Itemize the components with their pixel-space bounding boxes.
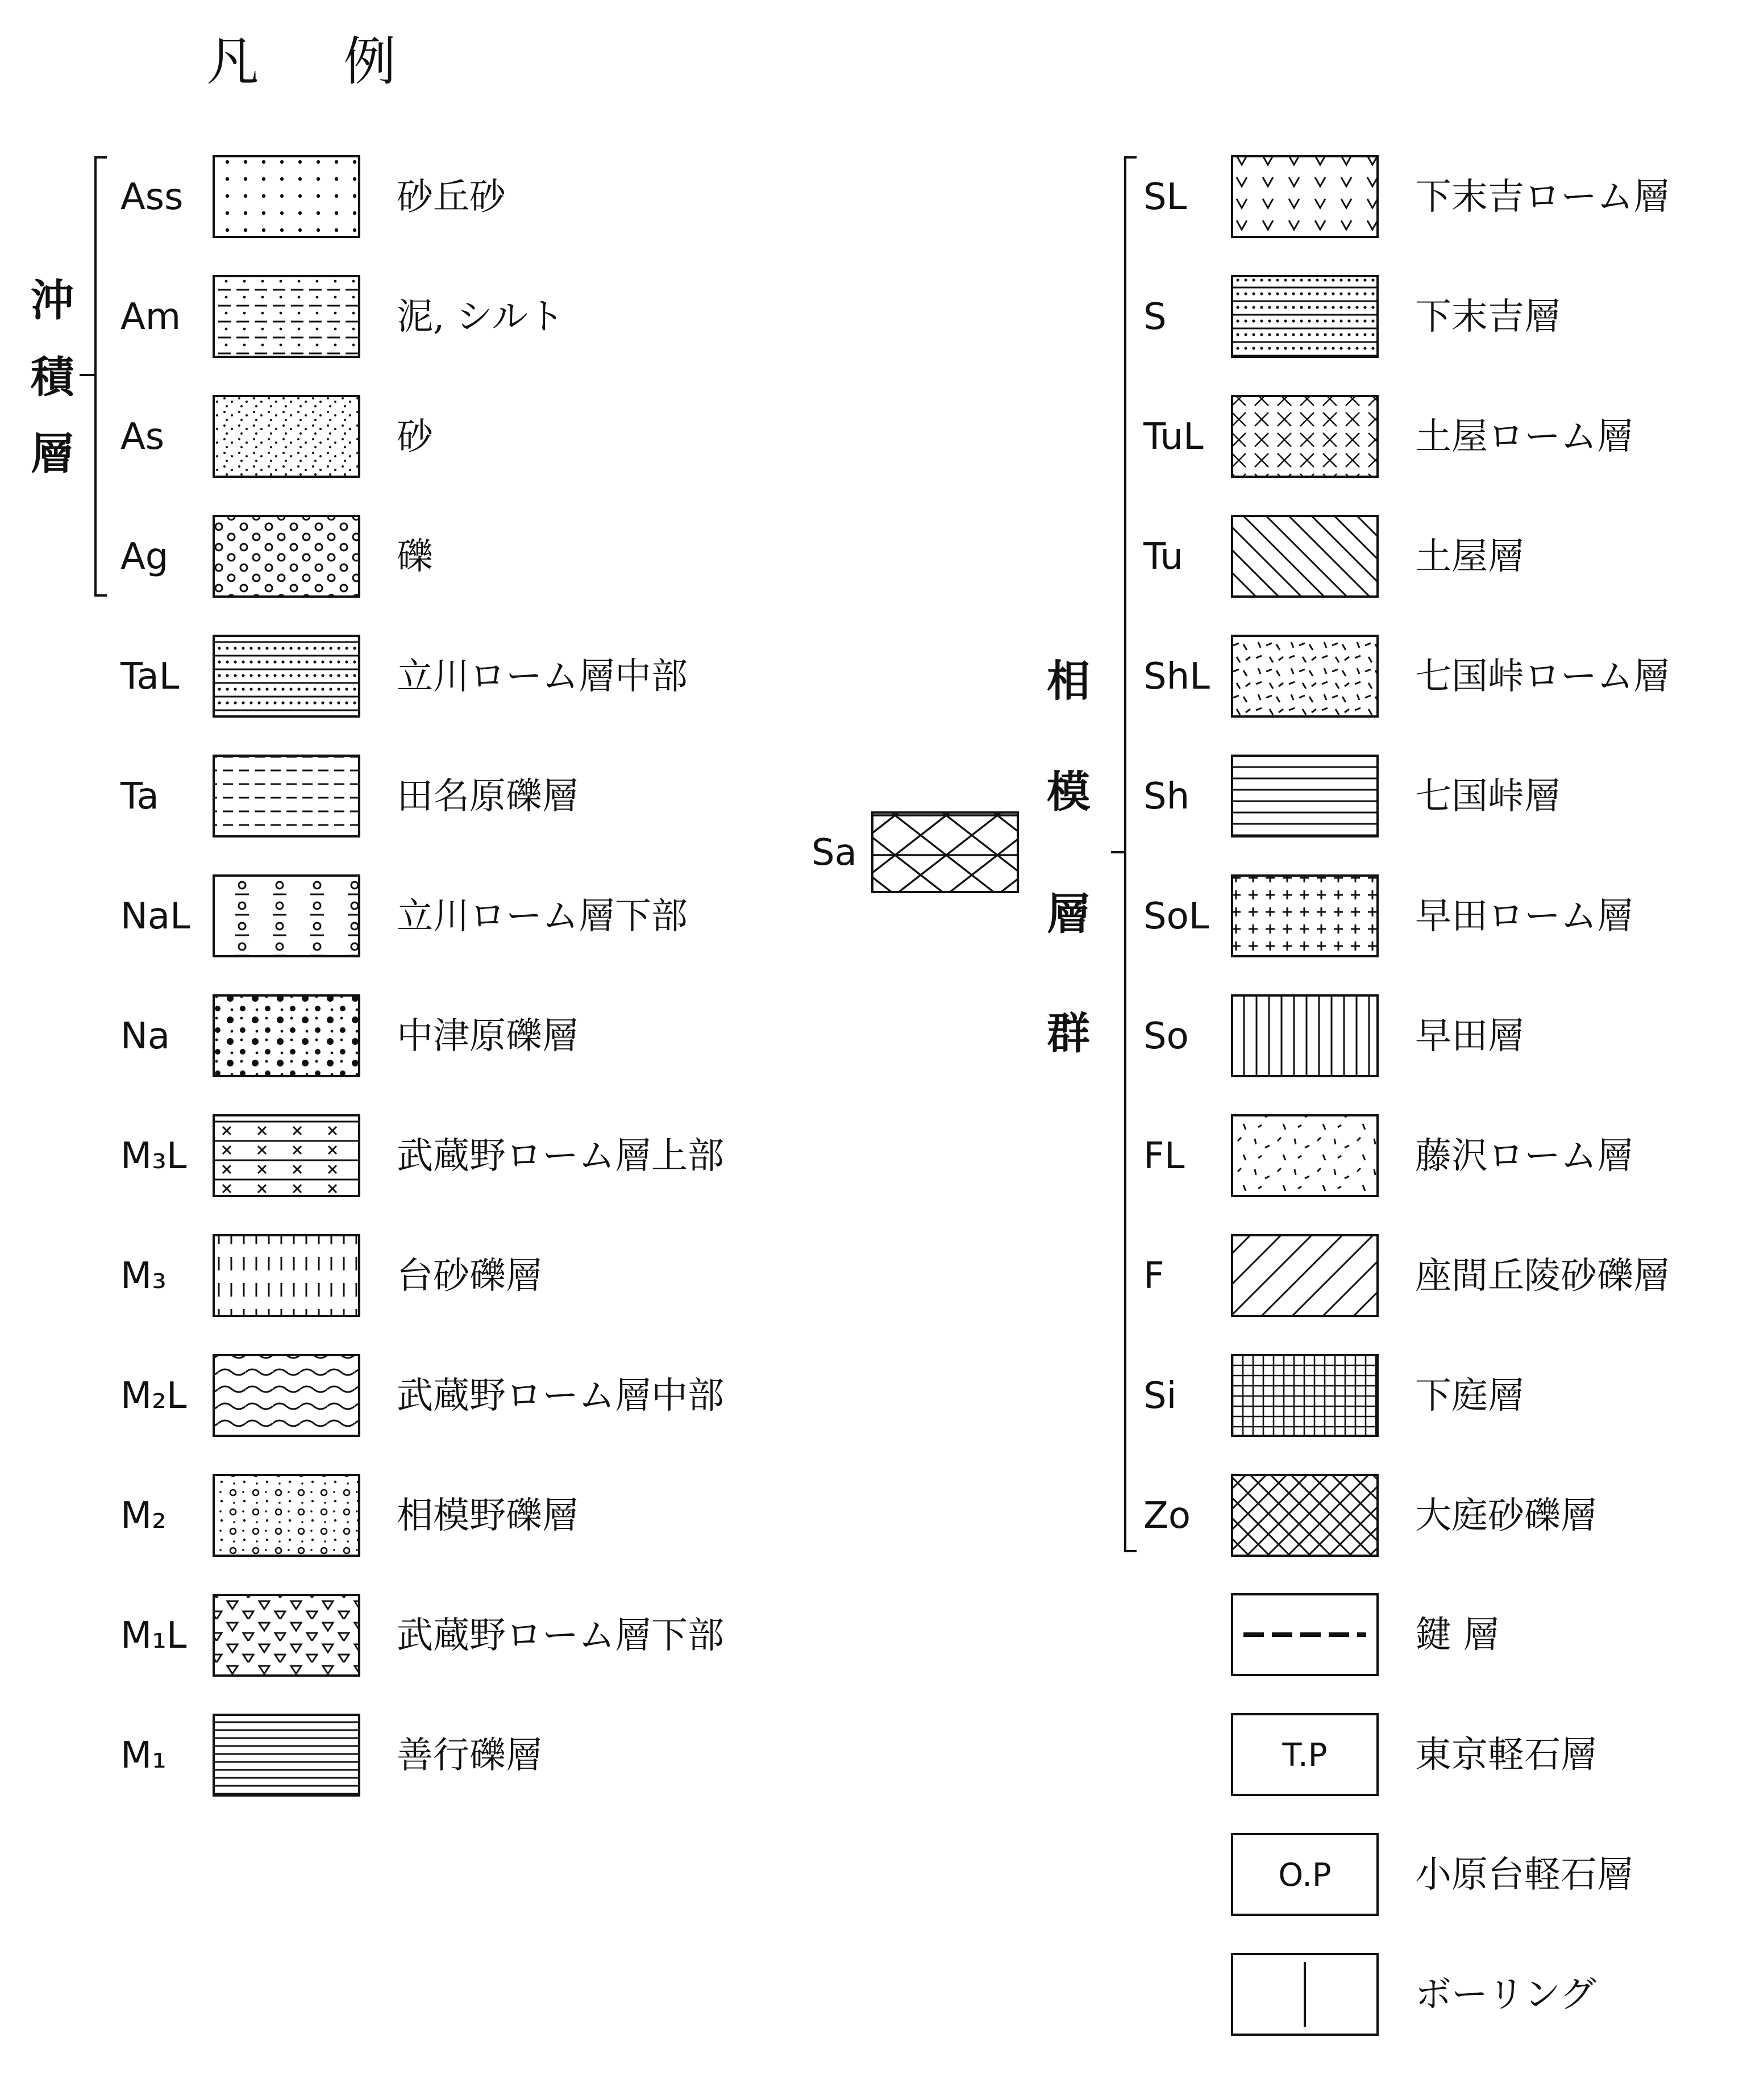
legend-item: [1232, 1714, 1597, 1795]
legend-name: 台砂礫層: [397, 1255, 542, 1297]
legend-item: [1232, 1954, 1596, 2035]
legend-name: 東京軽石層: [1415, 1734, 1597, 1776]
right-legend-column: [1143, 156, 1670, 1556]
legend-item: [120, 995, 579, 1076]
legend-item: [1232, 1594, 1499, 1675]
legend-swatch: [1232, 1714, 1378, 1795]
legend-item: [1143, 1235, 1670, 1316]
legend-name: 下末吉層: [1415, 296, 1561, 338]
legend-item: [120, 756, 579, 836]
legend-item: [1143, 1355, 1524, 1436]
legend-code: Tu: [1143, 536, 1183, 578]
legend-item: [812, 813, 1018, 892]
legend-swatch: [1232, 636, 1378, 716]
legend-name: 立川ローム層下部: [397, 895, 688, 938]
sagami-label-4: 群: [1047, 1008, 1090, 1059]
legend-item: [1232, 1834, 1633, 1915]
legend-code: S: [1143, 296, 1167, 338]
legend-swatch: [214, 1475, 359, 1556]
legend-name: 砂: [397, 416, 433, 458]
legend-swatch: [214, 995, 359, 1076]
legend-name: 立川ローム層中部: [397, 656, 688, 698]
legend-swatch: [214, 516, 359, 597]
legend-code: M₂: [120, 1495, 167, 1537]
legend-swatch: [1232, 1954, 1378, 2035]
legend-code: So: [1143, 1015, 1189, 1057]
legend-name: 礫: [397, 536, 433, 578]
legend-code: TuL: [1143, 416, 1204, 458]
legend-item: [120, 636, 688, 716]
legend-swatch: [1232, 396, 1378, 477]
legend-name: 相模野礫層: [397, 1495, 579, 1537]
legend-code: Ag: [120, 536, 169, 578]
legend-item: [1143, 396, 1633, 477]
swatch-label: O.P: [1278, 1857, 1332, 1894]
legend-code: As: [120, 416, 165, 458]
legend-code: SoL: [1143, 895, 1209, 938]
legend-name: 泥, シルト: [397, 296, 565, 338]
legend-name: 田名原礫層: [397, 776, 579, 818]
legend-swatch: [1232, 1355, 1378, 1436]
legend-name: 下庭層: [1415, 1375, 1524, 1417]
legend-code: Am: [120, 296, 181, 338]
legend-code: M₁: [120, 1735, 167, 1777]
legend-code: FL: [1143, 1135, 1185, 1177]
legend-name: 土屋ローム層: [1415, 416, 1633, 458]
legend-swatch: [214, 396, 359, 477]
legend-code: Ta: [120, 776, 159, 818]
legend-swatch: [214, 1355, 359, 1436]
legend-item: [120, 1355, 724, 1436]
alluvium-label-3: 層: [31, 428, 74, 479]
legend-item: [1143, 1115, 1633, 1196]
legend-code: ShL: [1143, 656, 1210, 698]
legend-name: 早田層: [1415, 1015, 1524, 1057]
legend-swatch: [214, 276, 359, 357]
legend-swatch: [1232, 1834, 1378, 1915]
legend-code: M₃: [120, 1255, 167, 1297]
left-legend-column: [120, 156, 724, 1795]
legend-item: [120, 276, 564, 357]
legend-name: 座間丘陵砂礫層: [1415, 1255, 1670, 1297]
legend-name: 七国峠ローム層: [1415, 656, 1670, 698]
legend-title: 凡 例: [206, 31, 430, 92]
legend-code: TaL: [120, 656, 180, 698]
sagami-bracket: [1111, 157, 1137, 1551]
legend-item: [1143, 636, 1670, 716]
legend-swatch: [872, 813, 1018, 892]
legend-item: [1143, 156, 1670, 237]
legend-item: [1143, 276, 1561, 357]
legend-swatch: [1232, 276, 1378, 357]
sagami-label-2: 模: [1047, 766, 1090, 817]
legend-code: Sh: [1143, 776, 1190, 818]
legend-item: [120, 1115, 724, 1196]
legend-item: [120, 516, 433, 597]
legend-name: 早田ローム層: [1415, 895, 1633, 938]
legend-swatch: [1232, 1475, 1378, 1556]
legend-name: 武蔵野ローム層上部: [397, 1135, 724, 1177]
legend-swatch: [214, 1235, 359, 1316]
legend-swatch: [214, 1595, 359, 1676]
legend-item: [1143, 756, 1561, 836]
legend-name: 小原台軽石層: [1415, 1854, 1633, 1896]
legend-name: 善行礫層: [397, 1735, 542, 1777]
alluvium-label-2: 積: [31, 352, 74, 402]
legend-item: [120, 396, 434, 477]
legend-name: 七国峠層: [1415, 776, 1561, 818]
legend-item: [1143, 876, 1633, 956]
sagami-label-3: 層: [1047, 889, 1090, 939]
legend-item: [120, 1235, 542, 1316]
legend-name: 大庭砂礫層: [1415, 1495, 1597, 1537]
legend-name: 藤沢ローム層: [1415, 1135, 1633, 1177]
legend-code: Sa: [812, 832, 857, 874]
legend-item: [1143, 995, 1524, 1076]
legend-code: Zo: [1143, 1495, 1191, 1537]
legend-code: Na: [120, 1015, 170, 1057]
legend-item: [120, 876, 688, 956]
legend-code: F: [1143, 1255, 1164, 1297]
legend-item: [1143, 1475, 1597, 1556]
legend-item: [120, 1595, 724, 1676]
legend-name: ボーリング: [1415, 1974, 1596, 2016]
legend-item: [1143, 516, 1524, 597]
legend-swatch: [1232, 995, 1378, 1076]
legend-swatch: [214, 636, 359, 716]
legend-name: 中津原礫層: [397, 1015, 579, 1057]
legend-swatch: [1232, 156, 1378, 237]
legend-item: [120, 1715, 542, 1795]
legend-swatch: [1232, 876, 1378, 956]
legend-item: [120, 1475, 579, 1556]
legend-item: [120, 156, 507, 237]
legend-name: 鍵 層: [1415, 1614, 1500, 1656]
symbol-legend-column: [1232, 1594, 1633, 2035]
legend-code: M₃L: [120, 1135, 187, 1177]
legend-name: 武蔵野ローム層中部: [397, 1375, 724, 1417]
legend-swatch: [214, 1115, 359, 1196]
legend-name: 土屋層: [1415, 536, 1524, 578]
legend-code: NaL: [120, 895, 190, 938]
legend-code: SL: [1143, 176, 1187, 218]
legend-swatch: [214, 1715, 359, 1795]
legend-swatch: [1232, 516, 1378, 597]
legend-swatch: [214, 156, 359, 237]
legend-name: 砂丘砂: [397, 176, 506, 218]
sagami-label-1: 相: [1047, 656, 1090, 706]
swatch-label: T.P: [1282, 1737, 1328, 1774]
legend-name: 下末吉ローム層: [1415, 176, 1670, 218]
legend-swatch: [1232, 1115, 1378, 1196]
legend-swatch: [214, 756, 359, 836]
alluvium-bracket: [80, 157, 107, 595]
sa-legend-item: [812, 813, 1018, 892]
legend-swatch: [214, 876, 359, 956]
legend-swatch: [1232, 756, 1378, 836]
alluvium-label-1: 沖: [31, 275, 74, 326]
legend-code: M₁L: [120, 1615, 187, 1657]
legend-swatch: [1232, 1594, 1378, 1675]
legend-code: Ass: [120, 176, 184, 218]
legend-name: 武蔵野ローム層下部: [397, 1615, 724, 1657]
legend-swatch: [1232, 1235, 1378, 1316]
legend-code: Si: [1143, 1375, 1177, 1417]
legend-code: M₂L: [120, 1375, 187, 1417]
